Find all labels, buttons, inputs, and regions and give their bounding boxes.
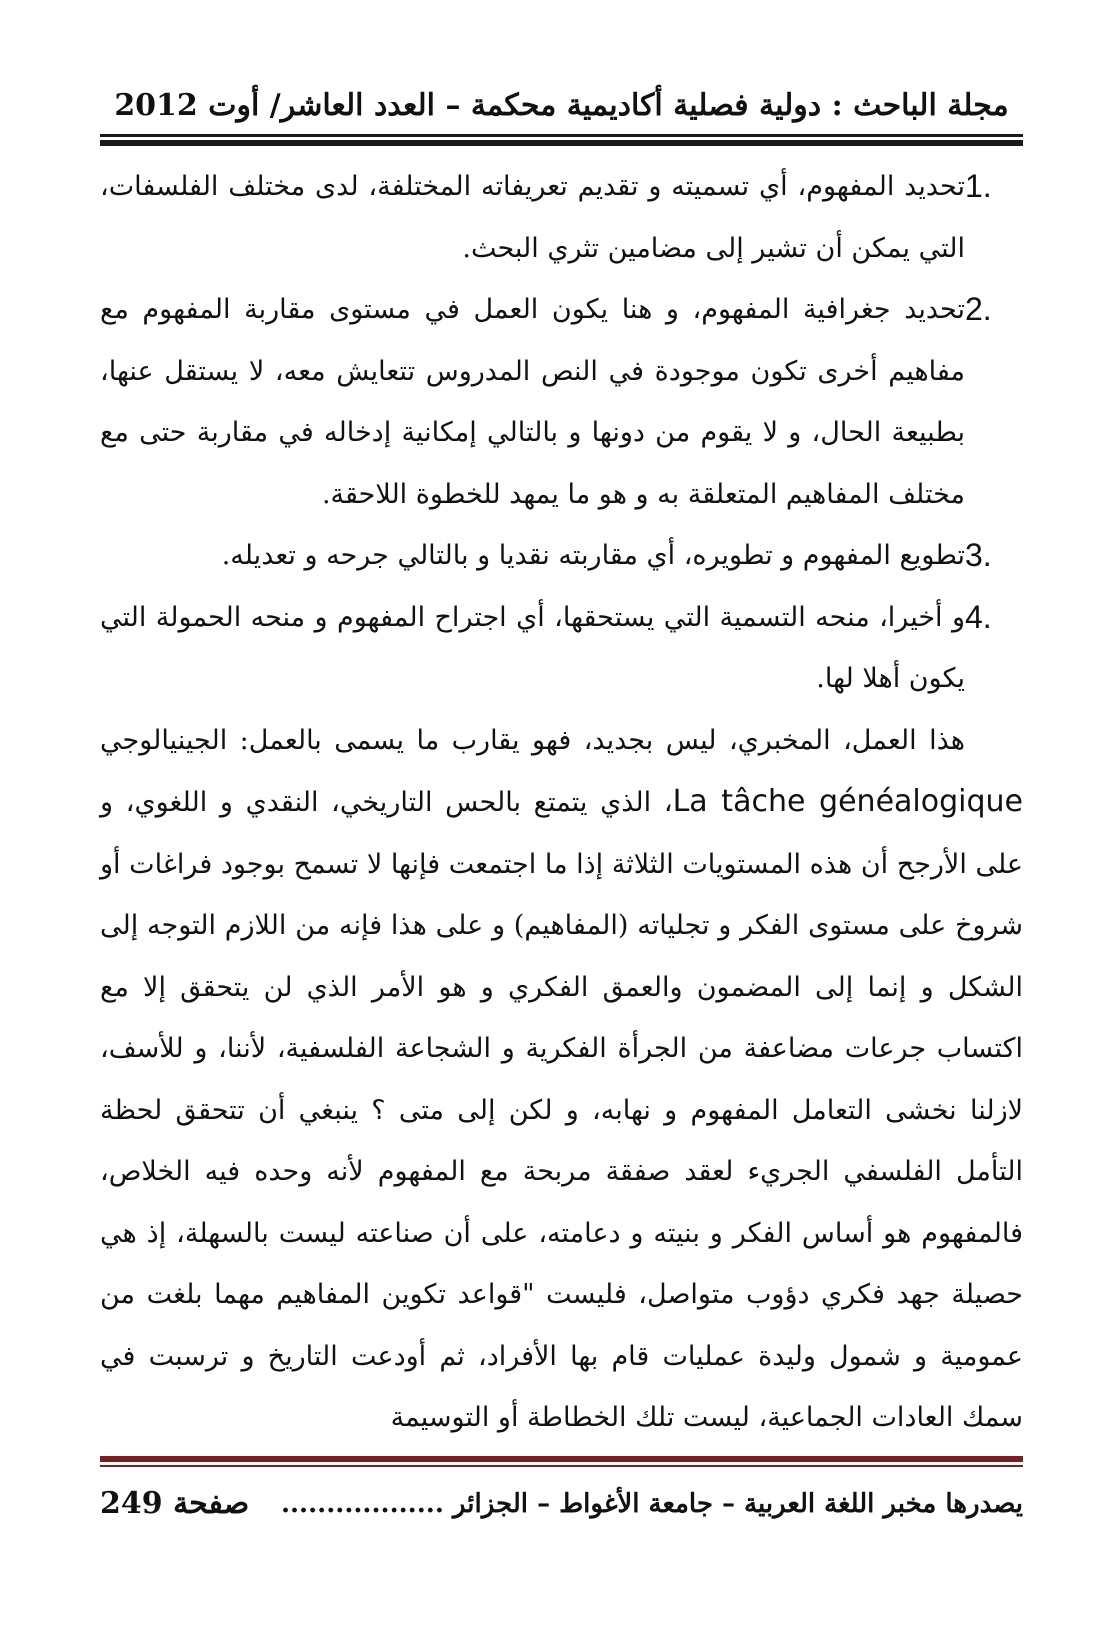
list-number: 1. <box>965 168 992 204</box>
list-text: تحديد جغرافية المفهوم، و هنا يكون العمل في مستوى مقاربة المفهوم مع مفاهيم أخرى تكون موجودة في النص المدروس تتعايش معه، لا يستقل عنها، بطبيعة الحال، و لا يقوم من دونها و بالتالي إمكانية إدخاله في مقاربة حتى مع مختلف المفاهيم المتعلقة به و هو ما يمهد للخطوة اللاحقة. <box>100 294 965 510</box>
latin-term: La tâche généalogique <box>672 784 1023 819</box>
list-item <box>100 525 1023 587</box>
list-text: و أخيرا، منحه التسمية التي يستحقها، أي اجتراح المفهوم و منحه الحمولة التي يكون أهلا لها. <box>100 601 965 694</box>
footer-rule-thin <box>100 1465 1023 1467</box>
list-item <box>100 156 1023 279</box>
footer-publisher: يصدرها مخبر اللغة العربية – جامعة الأغواط – الجزائر .................. <box>280 1489 1023 1519</box>
list-item <box>100 279 1023 525</box>
body-text-start: هذا العمل، المخبري، ليس بجديد، فهو يقارب ما يسمى بالعمل: الجينيالوجي <box>100 724 965 756</box>
page-number: صفحة 249 <box>100 1486 250 1521</box>
list-item <box>100 587 1023 710</box>
header-rule-thick <box>100 140 1023 146</box>
journal-header: مجلة الباحث : دولية فصلية أكاديمية محكمة – العدد العاشر/ أوت 2012 <box>114 88 1009 123</box>
footer-rule-thick <box>100 1456 1023 1462</box>
list-number: 2. <box>965 291 992 327</box>
body-text-rest: ، الذي يتمتع بالحس التاريخي، النقدي و اللغوي، و على الأرجح أن هذه المستويات الثلاثة إذا ما اجتمعت فإنها لا تسمح بوجود فراغات أو شروخ على مستوى الفكر و تجلياته (المفاهيم) و على هذا فإنه من اللازم التوجه إلى الشكل و إنما إلى المضمون والعمق الفكري و هو الأمر الذي لن يتحقق إلا مع اكتساب جرعات مضاعفة من الجرأة الفكرية و الشجاعة الفلسفية، لأننا، و للأسف، لازلنا نخشى التعامل المفهوم و نهابه، و لكن إلى متى ؟ ينبغي أن تتحقق لحظة التأمل الفلسفي الجريء لعقد صفقة مربحة مع المفهوم لأنه وحده فيه الخلاص، فالمفهوم هو أساس الفكر و بنيته و دعامته، على أن صناعته ليست بالسهلة، إذ هي حصيلة جهد فكري دؤوب متواصل، فليست "قواعد تكوين المفاهيم مهما بلغت من عمومية و شمول وليدة عمليات قام بها الأفراد، ثم أودعت التاريخ و ترسبت في سمك العادات الجماعية، ليست تلك الخطاطة أو التوسيمة <box>100 787 1023 1433</box>
body-paragraph <box>100 710 1023 1449</box>
list-number: 3. <box>965 537 992 573</box>
list-number: 4. <box>965 598 992 635</box>
header-rule-thin <box>100 134 1023 137</box>
list-text: تحديد المفهوم، أي تسميته و تقديم تعريفاته المختلفة، لدى مختلف الفلسفات، التي يمكن أن تشير إلى مضامين تثري البحث. <box>100 171 965 264</box>
list-text: تطويع المفهوم و تطويره، أي مقاربته نقديا و بالتالي جرحه و تعديله. <box>221 540 965 571</box>
main-content <box>100 156 1023 1449</box>
